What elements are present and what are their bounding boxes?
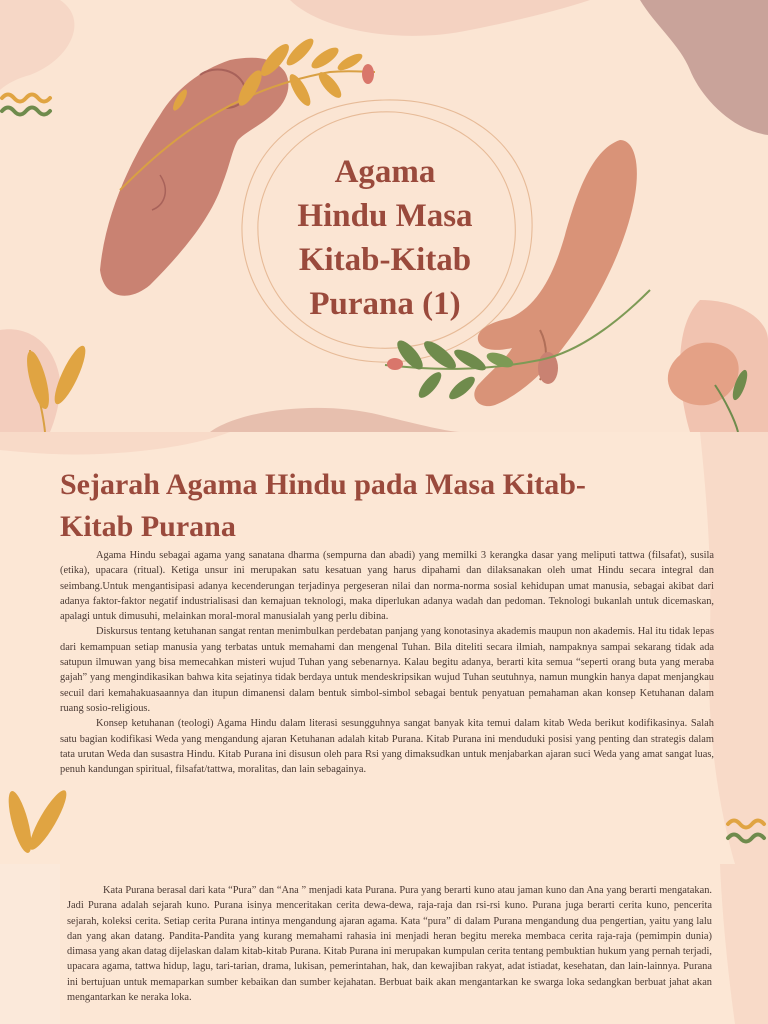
paragraph: Diskursus tentang ketuhanan sangat rentan menimbulkan perdebatan panjang yang konotasinya akademis maupun non akademis. Hal itu tidak lepas dari kemampuan setiap manusia yang terbatas untuk memahami dan mengenal Tuhan. Bila diteliti secara ilmiah, nampaknya sampai sekarang tidak ada satupun ilmuwan yang bisa memecahkan misteri wujud Tuhan yang sebenarnya. Kalau begitu adanya, berarti kita semua “seperti orang buta yang meraba gajah” yang mengindikasikan bahwa kita sejatinya tidak berdaya untuk mendeskripsikan wujud Tuhan seutuhnya, namun mungkin hanya dapat menjangkau secuil dari kemahakuasaannya dan itupun dimanensi dalam bentuk simbol-simbol sebagai bentuk penyatuan pemahaman akan konsep Ketuhanan dalam ruang sosio-religious. (60, 626, 714, 714)
paragraph: Kata Purana berasal dari kata “Pura” dan “Ana ” menjadi kata Purana. Pura yang berarti kuno atau jaman kuno dan Ana yang berarti mengatakan. Jadi Purana adalah sejarah kuno. Purana isinya menceritakan cerita dewa-dewa, raja-raja dan rsi-rsi kuno. Purana juga berarti cerita kuno, pencerita sejarah, koleksi cerita. Setiap cerita Purana intinya mengandung ajaran agama. Kata “pura” di dalam Purana mengandung dua pengertian, yaitu yang lalu dan yang akan datang. Pandita-Pandita yang kurang memahami rahasia ini menjadi heran begitu mereka membaca cerita raja-raja (pemimpin dunia) dimasa yang akan datag dijelaskan dalam kitab-kitab Purana. Kitab Purana ini merupakan kumpulan cerita tentang pembuktian hukum yang pernah terjadi, upacara agama, tattwa hidup, lagu, tari-tarian, drama, lukisan, pemerintahan, hak, dan kewajiban rakyat, adat istiadat, kesehatan, dan lain-lainnya. Purana ini bertujuan untuk memaparkan sumber kebaikan dan sumber kejahatan. Berbuat baik akan mengantarkan ke swarga loka sedangkan berbuat jahat akan mengantarkan ke neraka loka. (67, 885, 712, 1004)
text-page (0, 432, 768, 864)
cover-title-line: Purana (1) (309, 286, 461, 322)
cover-title (255, 150, 515, 326)
body-text (60, 548, 714, 777)
paragraph: Konsep ketuhanan (teologi) Agama Hindu dalam literasi sesungguhnya sangat banyak kita temui dalam kitab Weda berikut kodifikasinya. Salah satu bagian kodifikasi Weda yang mengandung ajaran Ketuhanan adalah kitab Purana. Kitab Purana ini menduduki posisi yang penting dan strategis dalam tata urutan Weda dan susastra Hindu. Kitab Purana ini disusun oleh para Rsi yang dimaksudkan untuk menjabarkan ajaran suci Weda yang amat sangat luas, penuh kandungan spiritual, filsafat/tattwa, moralitas, dan lain sebagainya. (60, 718, 714, 776)
cover-title-line: Hindu Masa (297, 198, 473, 234)
cover-title-line: Kitab-Kitab (298, 242, 472, 278)
cover-title-line: Agama (334, 154, 436, 190)
cover-page (0, 0, 768, 432)
gold-leaves-left (4, 787, 72, 855)
wavy-lines-left (2, 95, 50, 115)
heading-line: Sejarah Agama Hindu pada Masa Kitab- (60, 468, 586, 501)
heading-line: Kitab Purana (60, 510, 236, 543)
paragraph: Agama Hindu sebagai agama yang sanatana dharma (sempurna dan abadi) yang memilki 3 kerangka dasar yang meliputi tattwa (filsafat), susila (etika), upacara (ritual). Ketiga unsur ini merupakan satu kesatuan yang harus dipahami dan dilaksanakan oleh umat Hindu secara integral dan seimbang.Untuk mengantisipasi adanya kecenderungan terjadinya pergeseran nilai dan norma-norma sosial kehidupan umat manusia, sebagai akibat dari adanya faktor-faktor negatif industrialisasi dan kemajuan teknologi, maka diperlukan adanya wadah dan pedoman. Teknologi bukanlah untuk dicemaskan, apalagi untuk dimusuhi, melainkan moral-moral manusialah yang perlu dibina. (60, 550, 714, 623)
body-text-2 (67, 883, 712, 1005)
text-page-2 (0, 864, 768, 1024)
section-heading (60, 464, 700, 548)
